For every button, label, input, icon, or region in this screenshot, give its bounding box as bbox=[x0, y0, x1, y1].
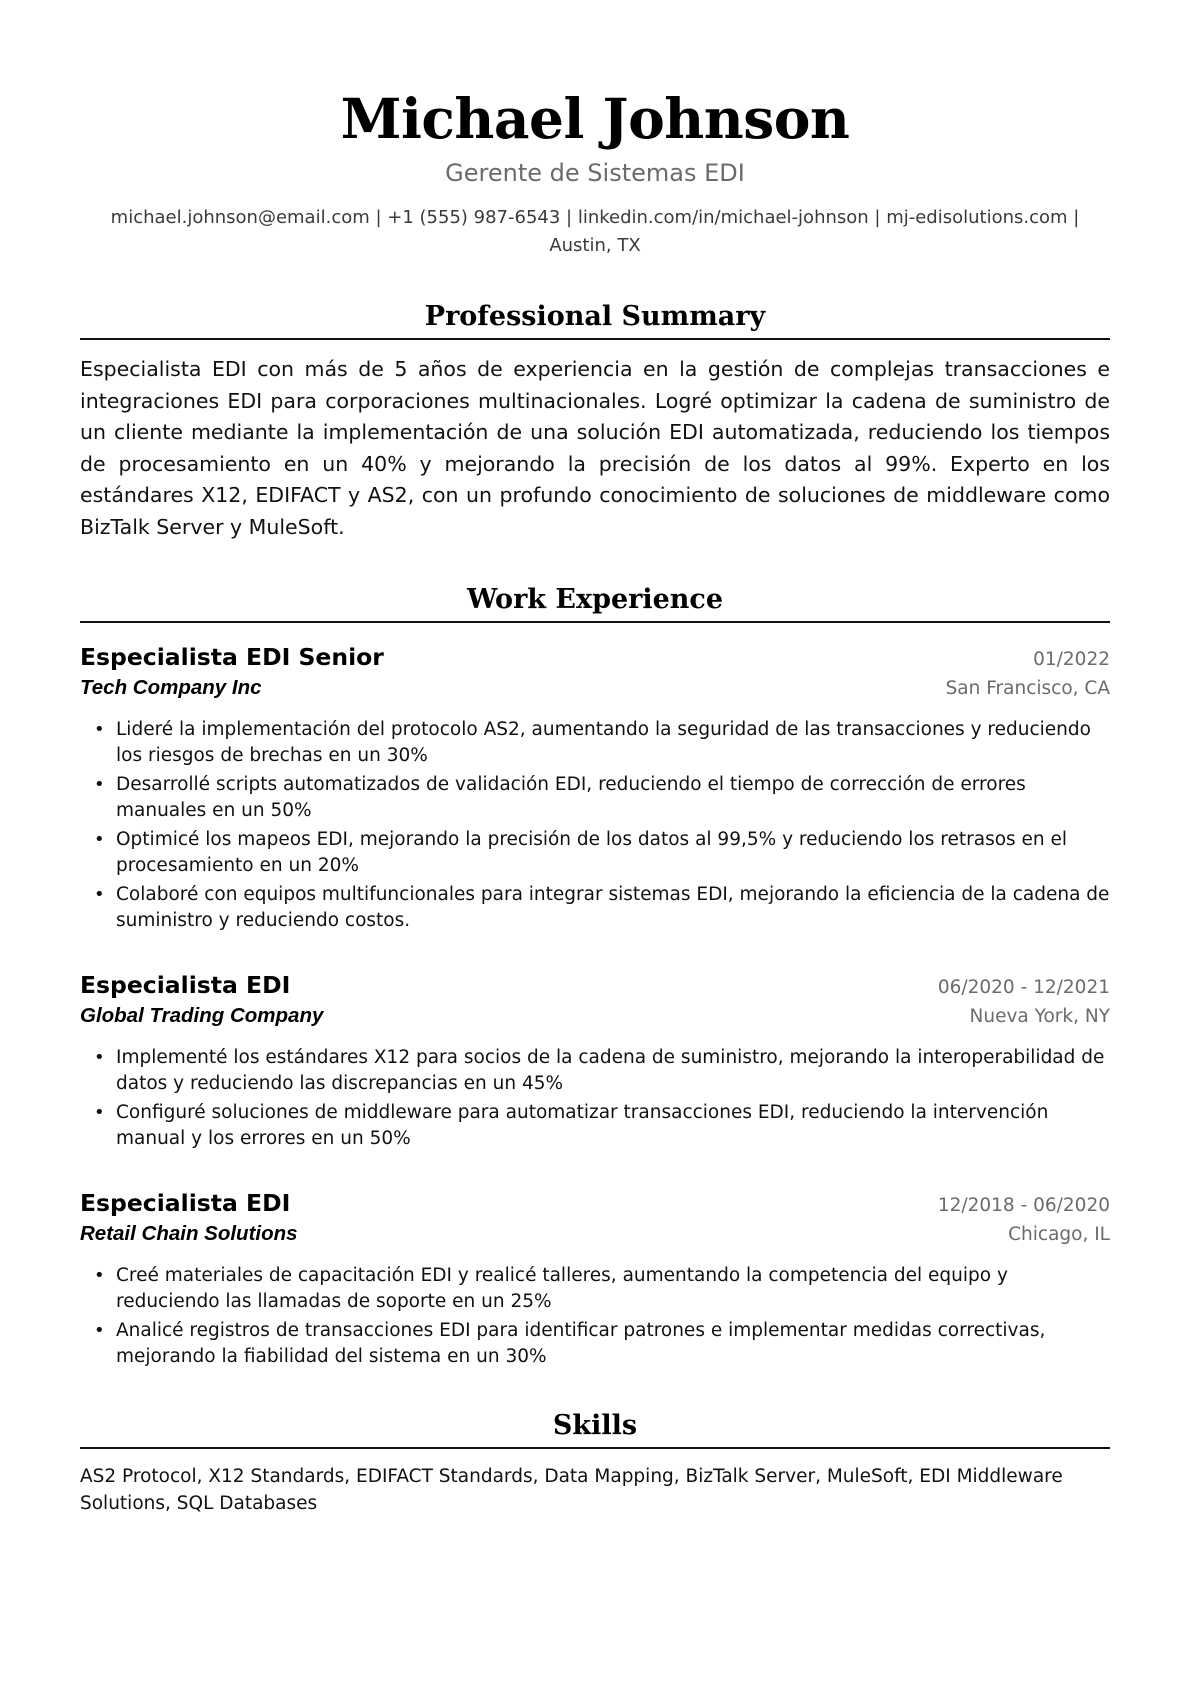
job-entry bbox=[80, 969, 1110, 1151]
job-title-row bbox=[80, 969, 1110, 1001]
experience-heading: Work Experience bbox=[80, 583, 1110, 623]
contact-line: michael.johnson@email.com | +1 (555) 987-6543 | linkedin.com/in/michael-johnson | mj-edisolutions.com | Austin, TX bbox=[110, 207, 1080, 256]
bullet-item: • Lideré la implementación del protocolo AS2, aumentando la seguridad de las transacciones y reduciendo los riesgos de brechas en un 30% bbox=[80, 717, 1110, 768]
resume-header bbox=[80, 0, 1110, 260]
skills-section bbox=[80, 1409, 1110, 1517]
skills-heading: Skills bbox=[80, 1409, 1110, 1449]
candidate-name: Michael Johnson bbox=[340, 86, 850, 151]
bullet-item: • Analicé registros de transacciones EDI para identificar patrones e implementar medidas correctivas, mejorando la fiabilidad del sistema en un 30% bbox=[80, 1318, 1110, 1369]
bullet-item: • Configuré soluciones de middleware para automatizar transacciones EDI, reduciendo la intervención manual y los errores en un 50% bbox=[80, 1100, 1110, 1151]
experience-section bbox=[80, 583, 1110, 1369]
company-name: Retail Chain Solutions bbox=[80, 1222, 298, 1245]
summary-text: Especialista EDI con más de 5 años de experiencia en la gestión de complejas transacciones e integraciones EDI para corporaciones multinacionales. Logré optimizar la cadena de suministro de un cliente mediante la implementación de una solución EDI automatizada, reduciendo los tiempos de procesamiento en un 40% y mejorando la precisión de los datos al 99%. Experto en los estándares X12, EDIFACT y AS2, con un profundo conocimiento de soluciones de middleware como BizTalk Server y MuleSoft. bbox=[80, 357, 1110, 539]
job-entry bbox=[80, 641, 1110, 933]
job-location: San Francisco, CA bbox=[945, 678, 1110, 699]
summary-section bbox=[80, 300, 1110, 543]
job-bullets bbox=[80, 717, 1110, 933]
job-company-row bbox=[80, 673, 1110, 703]
bullet-item: • Implementé los estándares X12 para socios de la cadena de suministro, mejorando la interoperabilidad de datos y reduciendo las discrepancias en un 45% bbox=[80, 1045, 1110, 1096]
bullet-item: • Desarrollé scripts automatizados de validación EDI, reduciendo el tiempo de corrección de errores manuales en un 50% bbox=[80, 772, 1110, 823]
job-title: Especialista EDI bbox=[80, 1189, 291, 1217]
candidate-role: Gerente de Sistemas EDI bbox=[445, 159, 745, 187]
company-name: Global Trading Company bbox=[80, 1004, 324, 1027]
bullet-item: • Creé materiales de capacitación EDI y realicé talleres, aumentando la competencia del equipo y reduciendo las llamadas de soporte en un 25% bbox=[80, 1263, 1110, 1314]
job-entry bbox=[80, 1187, 1110, 1369]
job-company-row bbox=[80, 1001, 1110, 1031]
job-company-row bbox=[80, 1219, 1110, 1249]
job-title-row bbox=[80, 1187, 1110, 1219]
job-bullets bbox=[80, 1263, 1110, 1369]
job-title: Especialista EDI bbox=[80, 971, 291, 999]
job-title-row bbox=[80, 641, 1110, 673]
company-name: Tech Company Inc bbox=[80, 676, 262, 699]
job-date: 12/2018 - 06/2020 bbox=[937, 1195, 1110, 1216]
bullet-item: • Optimicé los mapeos EDI, mejorando la precisión de los datos al 99,5% y reduciendo los retrasos en el procesamiento en un 20% bbox=[80, 827, 1110, 878]
skills-text: AS2 Protocol, X12 Standards, EDIFACT Standards, Data Mapping, BizTalk Server, MuleSoft, EDI Middleware Solutions, SQL Databases bbox=[80, 1466, 1063, 1514]
bullet-item: • Colaboré con equipos multifuncionales para integrar sistemas EDI, mejorando la eficiencia de la cadena de suministro y reduciendo costos. bbox=[80, 882, 1110, 933]
summary-heading: Professional Summary bbox=[80, 300, 1110, 340]
job-date: 01/2022 bbox=[1033, 649, 1110, 670]
job-bullets bbox=[80, 1045, 1110, 1151]
job-date: 06/2020 - 12/2021 bbox=[937, 977, 1110, 998]
job-location: Chicago, IL bbox=[1008, 1224, 1110, 1245]
job-title: Especialista EDI Senior bbox=[80, 643, 384, 671]
job-location: Nueva York, NY bbox=[969, 1006, 1110, 1027]
